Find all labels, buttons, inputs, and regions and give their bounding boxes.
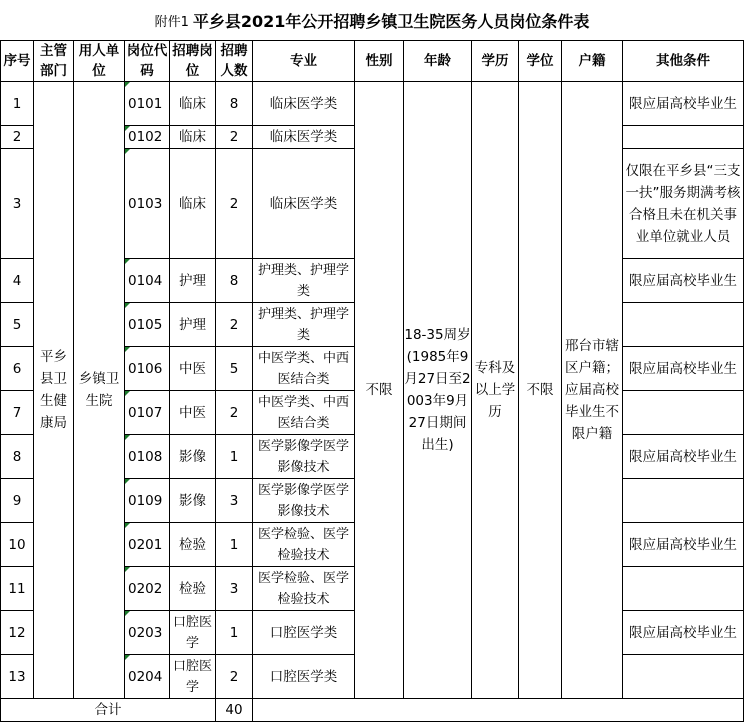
- total-blank: [253, 699, 744, 722]
- post-count: 2: [216, 126, 253, 149]
- post-count: 1: [216, 611, 253, 655]
- household-cell: 邢台市辖区户籍；应届高校毕业生不限户籍: [562, 82, 623, 699]
- row-number: 6: [1, 347, 34, 391]
- post-count: 5: [216, 347, 253, 391]
- post-code: 0104: [125, 259, 170, 303]
- major-cell: 中医学类、中西医结合类: [253, 347, 355, 391]
- unit-cell: 乡镇卫生院: [74, 82, 125, 699]
- post-name: 中医: [170, 391, 216, 435]
- row-number: 7: [1, 391, 34, 435]
- post-code: 0102: [125, 126, 170, 149]
- major-cell: 护理类、护理学类: [253, 259, 355, 303]
- post-name: 护理: [170, 259, 216, 303]
- post-count: 8: [216, 82, 253, 126]
- header-cell: 用人单位: [74, 41, 125, 82]
- other-conditions: [623, 479, 744, 523]
- post-name: 检验: [170, 567, 216, 611]
- header-cell: 岗位代码: [125, 41, 170, 82]
- post-name: 口腔医学: [170, 611, 216, 655]
- recruitment-table: [0, 40, 744, 722]
- post-code: 0108: [125, 435, 170, 479]
- post-name: 临床: [170, 149, 216, 259]
- post-count: 2: [216, 149, 253, 259]
- row-number: 2: [1, 126, 34, 149]
- header-cell: 学位: [519, 41, 562, 82]
- header-cell: 招聘人数: [216, 41, 253, 82]
- other-conditions: [623, 126, 744, 149]
- major-cell: 护理类、护理学类: [253, 303, 355, 347]
- row-number: 5: [1, 303, 34, 347]
- other-conditions: 限应届高校毕业生: [623, 347, 744, 391]
- education-cell: 专科及以上学历: [472, 82, 519, 699]
- post-count: 2: [216, 655, 253, 699]
- total-row: [1, 699, 744, 722]
- header-cell: 学历: [472, 41, 519, 82]
- major-cell: 中医学类、中西医结合类: [253, 391, 355, 435]
- major-cell: 口腔医学类: [253, 655, 355, 699]
- other-conditions: [623, 567, 744, 611]
- other-conditions: 限应届高校毕业生: [623, 435, 744, 479]
- major-cell: 医学检验、医学检验技术: [253, 567, 355, 611]
- major-cell: 医学检验、医学检验技术: [253, 523, 355, 567]
- header-cell: 主管部门: [34, 41, 74, 82]
- other-conditions: 限应届高校毕业生: [623, 82, 744, 126]
- row-number: 1: [1, 82, 34, 126]
- table-title: [0, 0, 744, 40]
- post-count: 1: [216, 523, 253, 567]
- post-count: 2: [216, 303, 253, 347]
- other-conditions: 仅限在平乡县“三支一扶”服务期满考核合格且未在机关事业单位就业人员: [623, 149, 744, 259]
- row-number: 3: [1, 149, 34, 259]
- age-cell: 18-35周岁(1985年9月27日至2003年9月27日期间出生): [404, 82, 472, 699]
- header-cell: 专业: [253, 41, 355, 82]
- total-label: 合计: [1, 699, 216, 722]
- attachment-label: 附件1: [154, 14, 189, 30]
- major-cell: 临床医学类: [253, 149, 355, 259]
- page-title: 平乡县2021年公开招聘乡镇卫生院医务人员岗位条件表: [192, 11, 590, 31]
- row-number: 4: [1, 259, 34, 303]
- row-number: 12: [1, 611, 34, 655]
- post-count: 3: [216, 567, 253, 611]
- post-name: 影像: [170, 435, 216, 479]
- post-count: 1: [216, 435, 253, 479]
- table-row: [1, 82, 744, 126]
- row-number: 13: [1, 655, 34, 699]
- major-cell: 口腔医学类: [253, 611, 355, 655]
- degree-cell: 不限: [519, 82, 562, 699]
- other-conditions: 限应届高校毕业生: [623, 611, 744, 655]
- post-name: 影像: [170, 479, 216, 523]
- other-conditions: [623, 391, 744, 435]
- header-cell: 招聘岗位: [170, 41, 216, 82]
- post-name: 临床: [170, 82, 216, 126]
- post-code: 0105: [125, 303, 170, 347]
- post-code: 0109: [125, 479, 170, 523]
- major-cell: 临床医学类: [253, 82, 355, 126]
- post-count: 3: [216, 479, 253, 523]
- post-code: 0106: [125, 347, 170, 391]
- post-code: 0204: [125, 655, 170, 699]
- header-cell: 其他条件: [623, 41, 744, 82]
- row-number: 9: [1, 479, 34, 523]
- post-name: 中医: [170, 347, 216, 391]
- gender-cell: 不限: [355, 82, 404, 699]
- post-count: 2: [216, 391, 253, 435]
- header-cell: 序号: [1, 41, 34, 82]
- row-number: 10: [1, 523, 34, 567]
- post-name: 护理: [170, 303, 216, 347]
- header-cell: 户籍: [562, 41, 623, 82]
- major-cell: 医学影像学医学影像技术: [253, 479, 355, 523]
- post-name: 检验: [170, 523, 216, 567]
- post-count: 8: [216, 259, 253, 303]
- post-code: 0107: [125, 391, 170, 435]
- other-conditions: 限应届高校毕业生: [623, 523, 744, 567]
- post-code: 0202: [125, 567, 170, 611]
- major-cell: 医学影像学医学影像技术: [253, 435, 355, 479]
- other-conditions: [623, 655, 744, 699]
- other-conditions: 限应届高校毕业生: [623, 259, 744, 303]
- row-number: 8: [1, 435, 34, 479]
- dept-cell: 平乡县卫生健康局: [34, 82, 74, 699]
- other-conditions: [623, 303, 744, 347]
- header-cell: 年龄: [404, 41, 472, 82]
- post-code: 0101: [125, 82, 170, 126]
- post-code: 0103: [125, 149, 170, 259]
- header-row: [1, 41, 744, 82]
- major-cell: 临床医学类: [253, 126, 355, 149]
- row-number: 11: [1, 567, 34, 611]
- post-code: 0203: [125, 611, 170, 655]
- post-name: 临床: [170, 126, 216, 149]
- total-count: 40: [216, 699, 253, 722]
- header-cell: 性别: [355, 41, 404, 82]
- post-code: 0201: [125, 523, 170, 567]
- post-name: 口腔医学: [170, 655, 216, 699]
